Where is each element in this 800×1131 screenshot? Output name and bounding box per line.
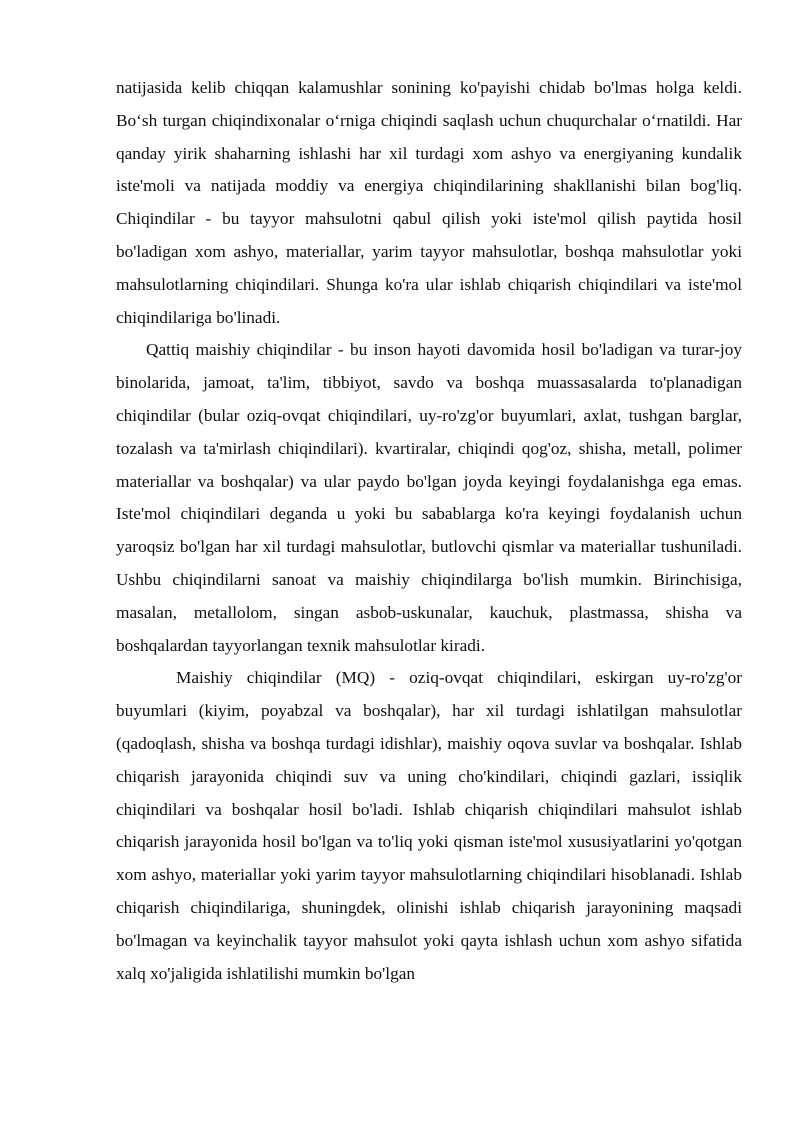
document-body [116, 72, 742, 990]
paragraph-continuation: natijasida kelib chiqqan kalamushlar sonining ko'payishi chidab bo'lmas holga keldi. Bo‘sh turgan chiqindixonalar o‘rniga chiqindi saqlash uchun chuqurchalar o‘rnatildi. Har qanday yirik shaharning ishlashi har xil turdagi xom ashyo va energiyaning kundalik iste'moli va natijada moddiy va energiya chiqindilarining shakllanishi bilan bog'liq. Chiqindilar - bu tayyor mahsulotni qabul qilish yoki iste'mol qilish paytida hosil bo'ladigan xom ashyo, materiallar, yarim tayyor mahsulotlar, boshqa mahsulotlar yoki mahsulotlarning chiqindilari. Shunga ko'ra ular ishlab chiqarish chiqindilari va iste'mol chiqindilariga bo'linadi. [116, 78, 742, 327]
paragraph-solid-household-waste: Qattiq maishiy chiqindilar - bu inson hayoti davomida hosil bo'ladigan va turar-joy binolarida, jamoat, ta'lim, tibbiyot, savdo va boshqa muassasalarda to'planadigan chiqindilar (bular oziq-ovqat chiqindilari, uy-ro'zg'or buyumlari, axlat, tushgan barglar, tozalash va ta'mirlash chiqindilari). kvartiralar, chiqindi qog'oz, shisha, metall, polimer materiallar va boshqalar) va ular paydo bo'lgan joyda keyingi foydalanishga ega emas. Iste'mol chiqindilari deganda u yoki bu sabablarga ko'ra keyingi foydalanish uchun yaroqsiz bo'lgan har xil turdagi mahsulotlar, butlovchi qismlar va materiallar tushuniladi. Ushbu chiqindilarni sanoat va maishiy chiqindilarga bo'lish mumkin. Birinchisiga, masalan, metallolom, singan asbob-uskunalar, kauchuk, plastmassa, shisha va boshqalardan tayyorlangan texnik mahsulotlar kiradi. [116, 340, 742, 655]
paragraph-household-waste-mq: Maishiy chiqindilar (MQ) - oziq-ovqat chiqindilari, eskirgan uy-ro'zg'or buyumlari (kiyim, poyabzal va boshqalar), har xil turdagi ishlatilgan mahsulotlar (qadoqlash, shisha va boshqa turdagi idishlar), maishiy oqova suvlar va boshqalar. Ishlab chiqarish jarayonida chiqindi suv va uning cho'kindilari, chiqindi gazlari, issiqlik chiqindilari va boshqalar hosil bo'ladi. Ishlab chiqarish chiqindilari mahsulot ishlab chiqarish jarayonida hosil bo'lgan va to'liq yoki qisman iste'mol xususiyatlarini yo'qotgan xom ashyo, materiallar yoki yarim tayyor mahsulotlarning chiqindilari hisoblanadi. Ishlab chiqarish chiqindilariga, shuningdek, olinishi ishlab chiqarish jarayonining maqsadi bo'lmagan va keyinchalik tayyor mahsulot yoki qayta ishlash uchun xom ashyo sifatida xalq xo'jaligida ishlatilishi mumkin bo'lgan [116, 668, 742, 983]
